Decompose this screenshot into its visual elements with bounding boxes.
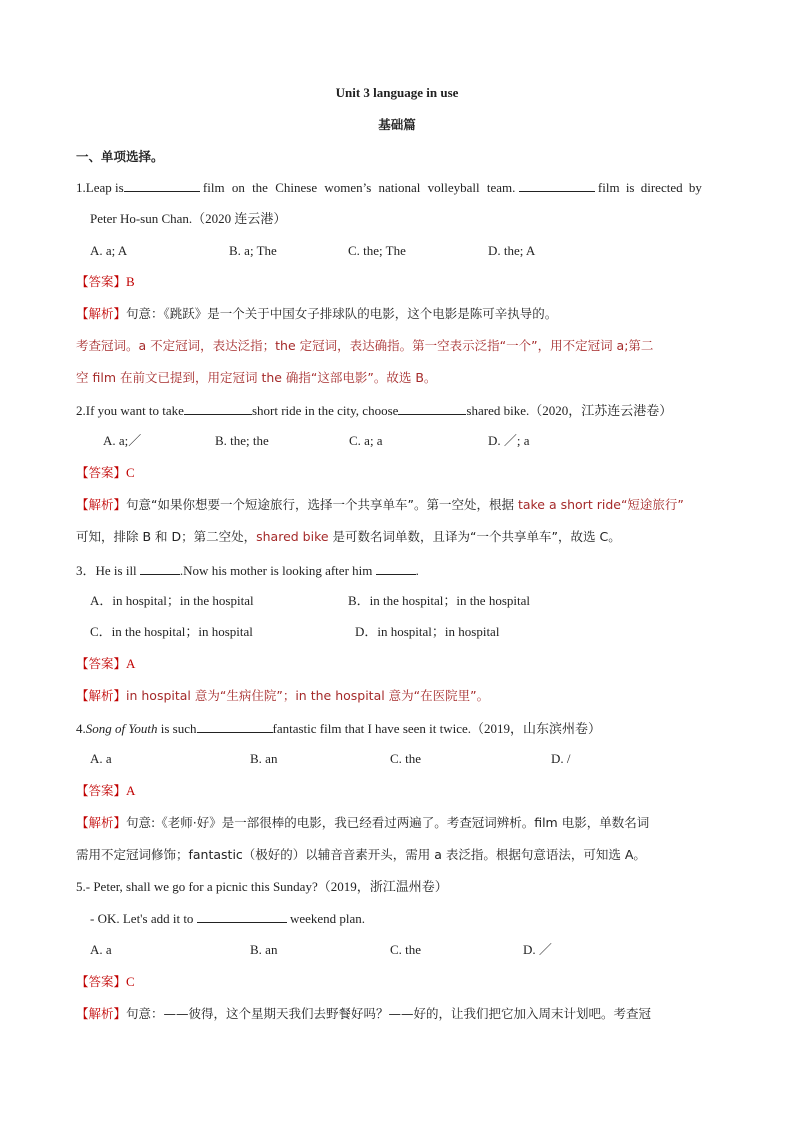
q5-option-b: B. an xyxy=(250,942,278,957)
q1-blank-2 xyxy=(519,178,595,192)
q1-option-d: D. the; A xyxy=(488,243,536,258)
question-5-line-2 xyxy=(90,909,365,928)
q3-option-c: C．in the hospital；in hospital xyxy=(90,624,253,639)
q5-option-a: A. a xyxy=(90,942,112,957)
q5-answer xyxy=(76,973,135,991)
question-3-line-1 xyxy=(76,561,419,580)
q1-analysis-1 xyxy=(76,305,557,323)
q2-answer xyxy=(76,464,135,482)
q3-text-a: 3．He is ill xyxy=(76,563,137,578)
q2-analysis-text-1a: 句意“如果你想要一个短途旅行，选择一个共享单车”。第一空处，根据 xyxy=(126,497,518,512)
q4-blank-1 xyxy=(197,719,273,733)
q3-analysis xyxy=(76,687,489,705)
q5-text-c: weekend plan. xyxy=(289,911,366,926)
q5-answer-value: C xyxy=(126,974,135,989)
q4-option-c: C. the xyxy=(390,751,422,766)
q1-analysis-2: 考查冠词。a 不定冠词，表达泛指；the 定冠词，表达确指。第一空表示泛指“一个”，用不定冠词 a;第二 xyxy=(76,338,654,353)
q1-analysis-text-1: 句意：《跳跃》是一个关于中国女子排球队的电影，这个电影是陈可辛执导的。 xyxy=(126,306,558,321)
answer-tag: 【答案】 xyxy=(76,274,127,289)
question-1-line-1 xyxy=(76,178,702,197)
analysis-tag: 【解析】 xyxy=(76,497,127,512)
q3-option-d: D．in hospital；in hospital xyxy=(355,624,500,639)
q2-blank-1 xyxy=(184,401,252,415)
q3-blank-1 xyxy=(140,561,180,575)
analysis-tag: 【解析】 xyxy=(76,688,127,703)
q4-option-d: D. / xyxy=(551,751,571,766)
q2-analysis-text-2a: 可知，排除 B 和 D；第二空处， xyxy=(76,529,257,544)
q4-movie-title: Song of Youth xyxy=(85,721,158,736)
q1-answer-value: B xyxy=(126,274,135,289)
q5-blank-1 xyxy=(197,909,287,923)
analysis-tag: 【解析】 xyxy=(76,306,127,321)
q1-text-a: 1.Leap is xyxy=(76,180,124,195)
q4-option-a: A. a xyxy=(90,751,112,766)
q1-blank-1 xyxy=(124,178,200,192)
question-2-line-1 xyxy=(76,401,672,420)
q2-text-a: 2.If you want to take xyxy=(76,403,184,418)
q4-option-b: B. an xyxy=(250,751,278,766)
q3-option-a: A．in hospital；in the hospital xyxy=(90,593,254,608)
q4-text-b: is such xyxy=(157,721,197,736)
q2-analysis-text-2b: shared bike xyxy=(256,529,329,544)
q3-analysis-text: in hospital 意为“生病住院”；in the hospital 意为“在医院里”。 xyxy=(126,688,490,703)
answer-tag: 【答案】 xyxy=(76,783,127,798)
q2-text-c: shared bike.（2020，江苏连云港卷） xyxy=(466,403,673,418)
q3-text-c: . xyxy=(415,563,419,578)
answer-tag: 【答案】 xyxy=(76,974,127,989)
q2-analysis-2 xyxy=(76,528,621,546)
q1-option-a: A. a; A xyxy=(90,243,128,258)
page-subtitle: 基础篇 xyxy=(378,117,416,132)
q1-option-b: B. a; The xyxy=(229,243,277,258)
q5-option-c: C. the xyxy=(390,942,422,957)
analysis-tag: 【解析】 xyxy=(76,815,127,830)
answer-tag: 【答案】 xyxy=(76,656,127,671)
page-title: Unit 3 language in use xyxy=(335,85,459,100)
q5-option-d: D. ／ xyxy=(523,942,552,957)
question-1-line-2: Peter Ho-sun Chan.（2020 连云港） xyxy=(90,211,287,226)
q1-text-b: film on the Chinese women’s national volleyball team. xyxy=(202,180,516,195)
q2-analysis-text-1b: take a short ride“短途旅行” xyxy=(517,497,684,512)
q2-option-a: A. a;／ xyxy=(103,433,142,448)
q4-answer xyxy=(76,782,135,800)
q4-analysis-text-1: 句意:《老师·好》是一部很棒的电影，我已经看过两遍了。考查冠词辨析。film 电影，单数名词 xyxy=(126,815,650,830)
q2-text-b: short ride in the city, choose xyxy=(251,403,399,418)
q1-option-c: C. the; The xyxy=(348,243,406,258)
q5-text-b: - OK. Let's add it to xyxy=(90,911,194,926)
q4-answer-value: A xyxy=(126,783,136,798)
q4-text-c: fantastic film that I have seen it twice.（2019，山东滨州卷） xyxy=(272,721,602,736)
q2-analysis-text-2c: 是可数名词单数，且译为“一个共享单车”，故选 C。 xyxy=(328,529,621,544)
question-5-line-1: 5.- Peter, shall we go for a picnic this Sunday?（2019，浙江温州卷） xyxy=(76,879,448,894)
q2-blank-2 xyxy=(398,401,466,415)
q2-option-d: D. ／; a xyxy=(488,433,530,448)
q5-analysis-text: 句意：——彼得，这个星期天我们去野餐好吗？——好的，让我们把它加入周末计划吧。考查冠 xyxy=(126,1006,652,1021)
q2-analysis-1 xyxy=(76,496,684,514)
q3-answer xyxy=(76,655,135,673)
analysis-tag: 【解析】 xyxy=(76,1006,127,1021)
q3-option-b: B．in the hospital；in the hospital xyxy=(348,593,530,608)
section-heading: 一、单项选择。 xyxy=(76,149,164,164)
q4-analysis-2: 需用不定冠词修饰；fantastic（极好的）以辅音音素开头，需用 a 表泛指。根据句意语法，可知选 A。 xyxy=(76,847,646,862)
q5-analysis xyxy=(76,1005,651,1023)
q1-answer xyxy=(76,273,135,291)
q1-text-c: film is directed by xyxy=(597,180,702,195)
q2-answer-value: C xyxy=(126,465,135,480)
q4-analysis-1 xyxy=(76,814,649,832)
q3-text-b: .Now his mother is looking after him xyxy=(179,563,373,578)
q3-blank-2 xyxy=(376,561,416,575)
q2-option-b: B. the; the xyxy=(215,433,269,448)
q2-option-c: C. a; a xyxy=(349,433,383,448)
q1-analysis-3: 空 film 在前文已提到，用定冠词 the 确指“这部电影”。故选 B。 xyxy=(76,370,437,385)
q4-number: 4. xyxy=(76,721,86,736)
question-4-line-1 xyxy=(76,719,601,738)
q3-answer-value: A xyxy=(126,656,136,671)
answer-tag: 【答案】 xyxy=(76,465,127,480)
